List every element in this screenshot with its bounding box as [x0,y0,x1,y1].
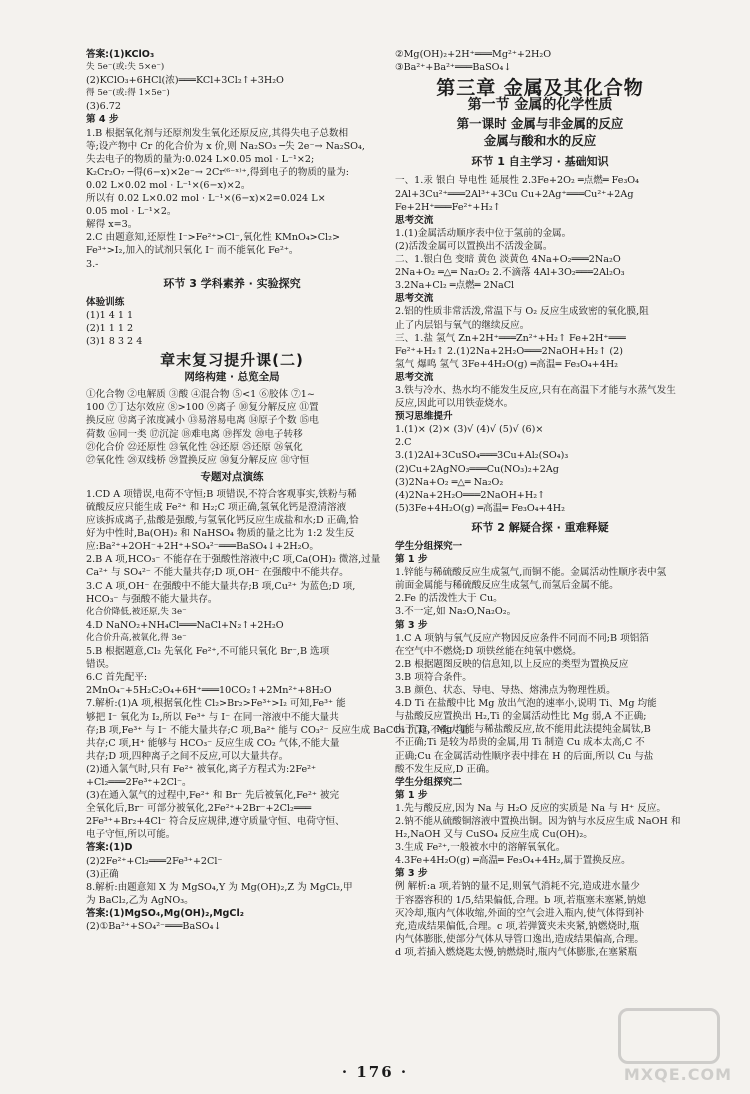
part2-line: 3.B 颜色、状态、导电、导热、熔沸点为物理性质。 [395,685,616,697]
part2-line: 学生分组探究二 [395,776,463,788]
part2-line: 3.B 项符合条件。 [395,671,472,683]
part2-line: H₂,NaOH 又与 CuSO₄ 反应生成 Cu(OH)₂。 [395,829,593,841]
part1-line: 2.C [395,437,412,449]
drill-line: 化合价升高,被氧化,得 3e⁻ [86,632,187,643]
part1-line: (5)3Fe+4H₂O(g) ═高温═ Fe₃O₄+4H₂ [395,502,565,514]
answer-line: (3)6.72 [86,101,121,113]
part1-line: 3.铁与冷水、热水均不能发生反应,只有在高温下才能与水蒸气发生 [395,384,676,396]
drill-line: 应该拆成离子,盐酸是强酸,与氢氧化钙反应生成盐和水;D 正确,恰 [86,515,359,527]
drill-line: 为 BaCl₂,乙为 AgNO₃。 [86,894,194,906]
part1-line: 2.铝的性质非常活泼,常温下与 O₂ 反应生成致密的氧化膜,阻 [395,306,649,318]
answer-line: 第 4 步 [86,114,119,126]
part2-line: 1.先与酸反应,因为 Na 与 H₂O 反应的实质是 Na 与 H⁺ 反应。 [395,802,667,814]
part2-line: 1.C A 项钠与氧气反应产物因反应条件不同而不同;B 项铝箔 [395,632,649,644]
part2-line: 前面金属能与稀硫酸反应生成氢气,而氢后金属不能。 [395,580,619,592]
part2-line: 学生分组探究一 [395,541,463,552]
tiyan-title: 体验训练 [86,296,125,308]
part2-line: 第 3 步 [395,868,428,880]
part1-line: 思考交流 [395,371,434,383]
lesson-title-2: 金属与酸和水的反应 [483,133,597,149]
answer-line: (2)KClO₃+6HCl(浓)═══KCl+3Cl₂↑+3H₂O [86,75,284,87]
drill-line: 6.C 首先配平: [86,672,148,684]
drill-line: 共存;D 项,四种离子之间不反应,可以大量共存。 [86,750,289,762]
watermark-logo-icon [618,1008,720,1064]
right-column [395,48,685,959]
tiyan-line: (1)1 4 1 1 [86,309,134,321]
part2-line: 1.锌能与稀硫酸反应生成氢气,而铜不能。金属活动性顺序表中氢 [395,567,667,579]
drill-line: 答案:(1)D [86,842,133,854]
part2-line: 例 解析:a 项,若钠的量不足,则氧气消耗不完,造成进水量少 [395,881,640,893]
drill-line: 够把 I⁻ 氧化为 I₂,所以 Fe³⁺ 与 I⁻ 在同一溶液中不能大量共 [86,711,339,723]
part2-line: 第 1 步 [395,789,428,801]
drill-line: 7.解析:(1)A 项,根据氧化性 Cl₂>Br₂>Fe³⁺>I₂ 可知,Fe³⁺ 能 [86,698,346,710]
drill-line: 硫酸反应只能生成 Fe²⁺ 和 H₂;C 项正确,氢氧化钙是澄清溶液 [86,502,347,513]
drill-line: 电子守恒,所以可能。 [86,829,176,841]
left-answer-block [86,48,378,271]
network-line: 荷数 ⑯同一类 ⑰沉淀 ⑱难电离 ⑲挥发 ⑳电子转移 [86,428,303,440]
watermark-url: MXQE.COM [623,1065,732,1084]
drill-line: 共存;C 项,H⁺ 能够与 HCO₃⁻ 反应生成 CO₂ 气体,不能大量 [86,737,340,749]
part1-line: (3)2Na+O₂ ═△═ Na₂O₂ [395,476,504,488]
drill-line: (2)2Fe²⁺+Cl₂═══2Fe³⁺+2Cl⁻ [86,855,223,867]
section-heading-env3: 环节 3 学科素养 · 实验探究 [163,276,301,290]
network-line: 100 ⑦丁达尔效应 ⑧>100 ⑨离子 ⑩复分解反应 ⑪置 [86,402,319,414]
part1-line: 预习思维提升 [395,411,453,423]
part1-line: 3.(1)2Al+3CuSO₄═══3Cu+Al₂(SO₄)₃ [395,450,569,462]
part1-line: 思考交流 [395,293,434,305]
answer-line: 0.05 mol · L⁻¹×2。 [86,206,177,218]
drill-line: Ca²⁺ 与 SO₄²⁻ 不能大量共存;D 项,OH⁻ 在强酸中不能共存。 [86,567,349,579]
tiyan-list [86,309,378,348]
drill-line: (2)通入氯气时,只有 Fe²⁺ 被氧化,离子方程式为:2Fe²⁺ [86,763,317,775]
drill-line: 错误。 [86,659,115,671]
section-title: 第一节 金属的化学性质 [467,97,613,114]
part2-line: 酸不发生反应,D 正确。 [395,763,496,775]
network-line: ㉑化合价 ㉒还原性 ㉓氧化性 ㉔还原 ㉕还原 ㉖氧化 [86,441,303,453]
part2-line: 在空气中不燃烧;D 项铁丝能在纯氧中燃烧。 [395,645,582,657]
part2-line: 不正确;Ti 是较为昂贵的金属,用 Ti 制造 Cu 成本太高,C 不 [395,737,645,749]
watermark [590,1008,740,1088]
chapter-review-title: 章末复习提升课(二) [160,351,304,370]
part2-line: 与盐酸反应置换出 H₂,Ti 的金属活动性比 Mg 弱,A 不正确; [395,711,647,723]
answer-line: 失 5e⁻(或:失 5×e⁻) [86,62,165,73]
part1-line: 二、1.银白色 变暗 黄色 淡黄色 4Na+O₂═══2Na₂O [395,254,621,266]
drill-line: 答案:(1)MgSO₄,Mg(OH)₂,MgCl₂ [86,907,244,919]
tiyan-line: (2)1 1 1 2 [86,322,134,334]
part2-line: 正确;Cu 在金属活动性顺序表中排在 H 的后面,所以 Cu 与盐 [395,750,654,762]
part1-line: 反应,因此可以用铁壶烧水。 [395,398,514,410]
chapter-title: 第三章 金属及其化合物 [436,77,644,100]
drill-line: 2MnO₄⁻+5H₂C₂O₄+6H⁺═══10CO₂↑+2Mn²⁺+8H₂O [86,685,332,697]
part1-line: 止了内层铝与氧气的继续反应。 [395,319,530,331]
part2-line: 4.D Ti 在盐酸中比 Mg 放出气泡的速率小,说明 Ti、Mg 均能 [395,698,657,710]
drill-line: 1.CD A 项错误,电荷不守恒;B 项错误,不符合客观事实,铁粉与稀 [86,488,357,500]
drill-line: 5.B 根据题意,Cl₂ 先氧化 Fe²⁺,不可能只氧化 Br⁻,B 选项 [86,646,330,658]
part1-line: 2Al+3Cu²⁺═══2Al³⁺+3Cu Cu+2Ag⁺═══Cu²⁺+2Ag [395,188,634,200]
part2-line: 3.不一定,如 Na₂O,Na₂O₂。 [395,606,517,618]
part2-line: 2.Fe 的活泼性大于 Cu。 [395,593,503,605]
part1-line: 3.2Na+Cl₂ ═点燃═ 2NaCl [395,280,515,292]
part1-line: 1.(1)× (2)× (3)√ (4)√ (5)√ (6)× [395,424,544,436]
part2-line: 于容器容积的 1/5,结果偏低,合理。b 项,若瓶塞未塞紧,钠熄 [395,894,646,906]
drill-line: (2)①Ba²⁺+SO₄²⁻═══BaSO₄↓ [86,921,222,932]
answer-line: 得 5e⁻(或:得 1×5e⁻) [86,88,170,99]
network-line: 换反应 ⑫离子浓度减小 ⑬易溶易电离 ⑭原子个数 ⑮电 [86,415,319,427]
part2-line: 4.3Fe+4H₂O(g) ═高温═ Fe₃O₄+4H₂,属于置换反应。 [395,855,631,867]
part2-line: 第 1 步 [395,554,428,566]
answer-line: 2.C 由题意知,还原性 I⁻>Fe²⁺>Cl⁻,氧化性 KMnO₄>Cl₂> [86,232,341,244]
part1-line: Fe+2H⁺═══Fe²⁺+H₂↑ [395,201,501,213]
drill-line: 全氧化后,Br⁻ 可部分被氧化,2Fe²⁺+2Br⁻+2Cl₂═══ [86,803,312,815]
part2-line: 2.钠不能从硫酸铜溶液中置换出铜。因为钠与水反应生成 NaOH 和 [395,815,681,827]
answer-line: 所以有 0.02 L×0.02 mol · L⁻¹×(6−x)×2=0.024 L× [86,193,326,205]
part1-line: 2Na+O₂ ═△═ Na₂O₂ 2.不滴落 4Al+3O₂═══2Al₂O₃ [395,267,625,279]
tiyan-line: (3)1 8 3 2 4 [86,335,143,347]
network-line: ㉗氧化性 ㉘双线桥 ㉙置换反应 ㉚复分解反应 ㉛守恒 [86,454,310,466]
equation-line: ③Ba²⁺+Ba²⁺═══BaSO₄↓ [395,62,512,74]
part2-line: d 项,若插入燃烧匙太慢,钠燃烧时,瓶内气体膨胀,在塞紧瓶 [395,946,638,958]
answer-line: Fe³⁺>I₂,加入的试剂只氧化 I⁻ 而不能氧化 Fe²⁺。 [86,245,299,257]
answer-line: K₂Cr₂O₇ ─得(6−x)×2e⁻→ 2Cr⁽⁶⁻ˣ⁾⁺,得到电子的物质的量为: [86,166,349,178]
part1-line: (4)2Na+2H₂O═══2NaOH+H₂↑ [395,489,546,501]
part1-line: (2)活泼金属可以置换出不活泼金属。 [395,240,553,252]
network-line: ①化合物 ②电解质 ③酸 ④混合物 ⑤<1 ⑥胶体 ⑦1~ [86,389,315,401]
part1-line: 一、1.汞 银白 导电性 延展性 2.3Fe+2O₂ ═点燃═ Fe₃O₄ [395,175,640,187]
drill-line: +Cl₂═══2Fe³⁺+2Cl⁻。 [86,776,192,788]
part2-line: 灭冷却,瓶内气体收缩,外面的空气会进入瓶内,使气体得到补 [395,907,644,919]
part2-line: 由于 Ti、Mg 均能与稀盐酸反应,故不能用此法提纯金属钛,B [395,724,651,736]
network-list [86,388,378,467]
part2-line: 3.生成 Fe²⁺,一般被水中的溶解氧氧化。 [395,842,566,854]
drill-title: 专题对点演练 [200,470,264,483]
part2-line: 充,造成结果偏低,合理。c 项,若弹簧夹未夹紧,钠燃烧时,瓶 [395,920,640,932]
part1-line: 1.(1)金属活动顺序表中位于氢前的金属。 [395,227,572,239]
part2-line: 2.B 根据题图反映的信息知,以上反应的类型为置换反应 [395,658,629,670]
answer-line: 3.- [86,258,99,270]
drill-line: 8.解析:由题意知 X 为 MgSO₄,Y 为 Mg(OH)₂,Z 为 MgCl₂,甲 [86,881,353,893]
part2-line: 第 3 步 [395,619,428,631]
answer-line: 答案:(1)KClO₃ [86,49,155,60]
part1-line: 氢气 爆鸣 氢气 3Fe+4H₂O(g) ═高温═ Fe₃O₄+4H₂ [395,358,619,370]
part2-heading: 环节 2 解疑合探 · 重难释疑 [471,520,609,534]
answer-line: 解得 x=3。 [86,219,138,231]
answer-line: 0.02 L×0.02 mol · L⁻¹×(6−x)×2。 [86,179,251,191]
drill-line: (3)在通入氯气的过程中,Fe²⁺ 和 Br⁻ 先后被氧化,Fe²⁺ 被完 [86,790,340,802]
drill-line: 2.B A 项,HCO₃⁻ 不能存在于强酸性溶液中;C 项,Ca(OH)₂ 微溶,过量 [86,554,381,566]
equation-line: ②Mg(OH)₂+2H⁺═══Mg²⁺+2H₂O [395,49,552,60]
part1-line: 思考交流 [395,214,434,226]
part2-line: 内气体膨胀,使部分气体从导管口逸出,造成结果偏高,合理。 [395,933,644,945]
drill-line: 应:Ba²⁺+2OH⁻+2H⁺+SO₄²⁻═══BaSO₄↓+2H₂O。 [86,541,319,553]
part1-line: 三、1.盐 氢气 Zn+2H⁺═══Zn²⁺+H₂↑ Fe+2H⁺═══ [395,332,626,344]
drill-line: HCO₃⁻ 与强酸不能大量共存。 [86,593,218,605]
right-top-equations [395,48,685,74]
page-number: · 176 · [341,1063,409,1081]
lesson-title-1: 第一课时 金属与非金属的反应 [456,116,624,132]
drill-line: 4.D NaNO₂+NH₄Cl═══NaCl+N₂↑+2H₂O [86,619,284,631]
part1-line: Fe²⁺+H₂↑ 2.(1)2Na+2H₂O═══2NaOH+H₂↑ (2) [395,345,623,357]
part1-heading: 环节 1 自主学习 · 基础知识 [471,155,609,169]
drill-line: (3)正确 [86,868,119,880]
network-title: 网络构建 · 总览全局 [184,371,280,384]
drill-line: 好为中性时,Ba(OH)₂ 和 NaHSO₄ 物质的量之比为 1:2 发生反 [86,528,355,540]
drill-line: 存;B 项,Fe³⁺ 与 I⁻ 不能大量共存;C 项,Ba²⁺ 能与 CO₃²⁻ 反应生成 BaCO₃ 沉淀,不能大量 [86,724,469,736]
drill-line: 化合价降低,被还原,失 3e⁻ [86,606,187,617]
part1-line: (2)Cu+2AgNO₃═══Cu(NO₃)₂+2Ag [395,463,559,475]
answer-line: 等;设产物中 Cr 的化合价为 x 价,则 Na₂SO₃ ─失 2e⁻→ Na₂SO₄, [86,140,365,152]
answer-line: 失去电子的物质的量为:0.024 L×0.05 mol · L⁻¹×2; [86,153,315,165]
drill-line: 3.C A 项,OH⁻ 在强酸中不能大量共存;B 项,Cu²⁺ 为蓝色;D 项, [86,580,356,592]
part2-content [395,540,685,959]
answer-line: 1.B 根据氧化剂与还原剂发生氧化还原反应,其得失电子总数相 [86,127,349,139]
drill-line: 2Fe³⁺+Br₂+4Cl⁻ 符合反应规律,遵守质量守恒、电荷守恒、 [86,816,345,828]
part1-content [395,174,685,514]
